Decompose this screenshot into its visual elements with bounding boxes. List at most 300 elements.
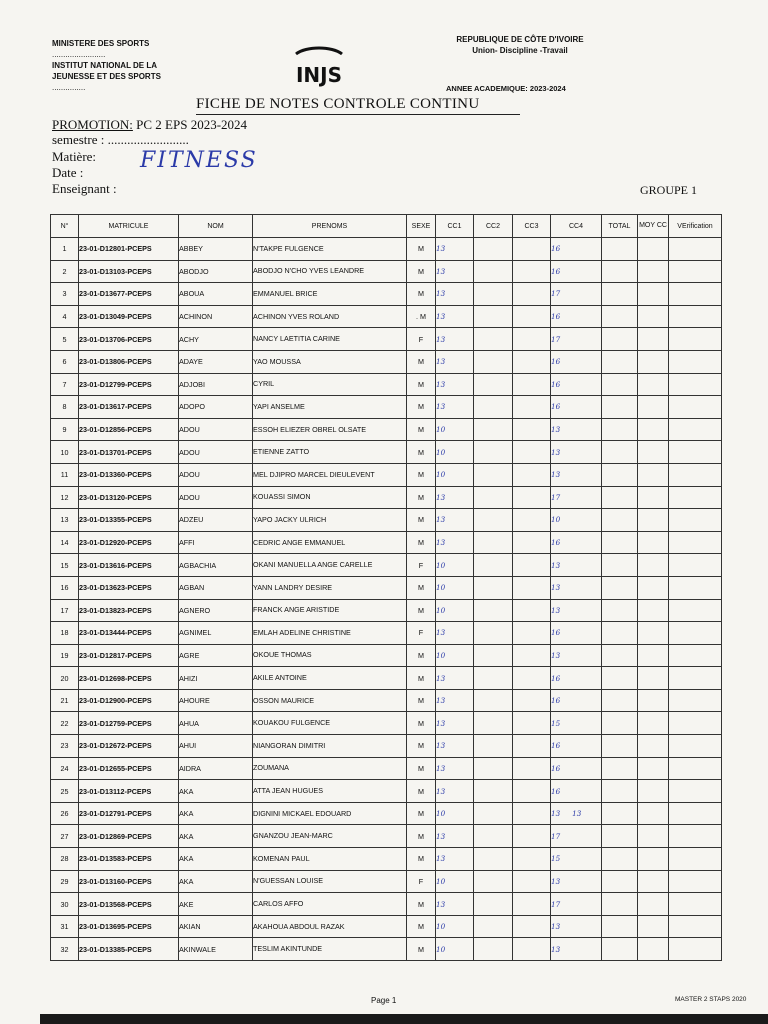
moy-cc-cell	[638, 260, 669, 283]
cc1-grade	[436, 441, 474, 464]
nom-cell-text: ADOU	[179, 470, 200, 480]
nom-cell	[179, 599, 253, 622]
nom-cell-text: AKA	[179, 876, 194, 886]
cc4-grade	[551, 757, 602, 780]
cc4-grade	[551, 418, 602, 441]
cc4-grade	[551, 825, 602, 848]
sexe-cell-text: F	[418, 560, 424, 570]
matricule-cell	[79, 260, 179, 283]
nom-cell-text: ACHINON	[179, 312, 213, 322]
sexe-cell	[407, 825, 436, 848]
matricule-cell	[79, 486, 179, 509]
cc4-grade	[551, 373, 602, 396]
prenoms-cell	[253, 802, 407, 825]
cc4-grade-text: 15	[551, 854, 561, 864]
sexe-cell-text: M	[418, 244, 424, 254]
cc1-grade-text: 10	[436, 809, 446, 819]
nom-cell-text: AKA	[179, 854, 194, 864]
ministry-dots: ........................	[52, 50, 106, 59]
row-number-text: 1	[62, 244, 67, 254]
sexe-cell-text: M	[418, 379, 424, 389]
nom-cell	[179, 350, 253, 373]
cc4-grade	[551, 350, 602, 373]
verification-cell	[669, 735, 722, 758]
cc2-cell	[474, 757, 513, 780]
table-row	[51, 938, 722, 961]
sexe-cell	[407, 644, 436, 667]
prenoms-cell	[253, 644, 407, 667]
matricule-cell	[79, 757, 179, 780]
cc4-grade	[551, 893, 602, 916]
row-number-text: 6	[62, 357, 67, 367]
matricule-cell-text: 23-01-D13120-PCEPS	[79, 492, 152, 502]
cc1-grade	[436, 893, 474, 916]
row-number-text: 13	[60, 515, 69, 525]
verification-cell	[669, 870, 722, 893]
cc3-cell	[513, 780, 551, 803]
cc1-grade	[436, 463, 474, 486]
prenoms-cell	[253, 463, 407, 486]
verification-cell	[669, 418, 722, 441]
matricule-cell-text: 23-01-D13695-PCEPS	[79, 922, 152, 932]
total-cell	[602, 802, 638, 825]
cc4-grade-text: 17	[551, 831, 561, 841]
total-cell	[602, 599, 638, 622]
nom-cell-text: ADOPO	[179, 402, 205, 412]
cc2-cell	[474, 305, 513, 328]
sexe-cell-text: M	[418, 605, 424, 615]
semestre-line: semestre : .........................	[52, 132, 189, 147]
cc1-grade-text: 10	[436, 605, 446, 615]
cc3-cell	[513, 667, 551, 690]
verification-cell	[669, 486, 722, 509]
nom-cell	[179, 735, 253, 758]
nom-cell-text: AKE	[179, 899, 194, 909]
sexe-cell-text: M	[418, 402, 424, 412]
academic-year: ANNEE ACADEMIQUE: 2023-2024	[446, 84, 566, 93]
prenoms-cell	[253, 780, 407, 803]
cc1-grade	[436, 915, 474, 938]
cc4-grade	[551, 599, 602, 622]
matricule-cell-text: 23-01-D13583-PCEPS	[79, 854, 152, 864]
nom-cell	[179, 893, 253, 916]
prenoms-cell	[253, 554, 407, 577]
republic-motto: Union- Discipline -Travail	[472, 46, 568, 55]
cc2-cell	[474, 802, 513, 825]
cc1-grade-text: 13	[436, 379, 446, 389]
cc4-grade	[551, 915, 602, 938]
prenoms-cell-text: KOMENAN PAUL	[253, 853, 310, 863]
sexe-cell-text: M	[418, 515, 424, 525]
prenoms-cell-text: NANCY LAETITIA CARINE	[253, 334, 340, 344]
matricule-cell-text: 23-01-D12869-PCEPS	[79, 831, 152, 841]
prenoms-cell-text: EMMANUEL BRICE	[253, 288, 318, 298]
cc4-grade-text: 16	[551, 357, 561, 367]
total-cell	[602, 870, 638, 893]
sexe-cell	[407, 870, 436, 893]
prenoms-cell	[253, 418, 407, 441]
row-number	[51, 938, 79, 961]
cc1-grade-text: 10	[436, 447, 446, 457]
row-number	[51, 735, 79, 758]
matricule-cell-text: 23-01-D12856-PCEPS	[79, 425, 152, 435]
sexe-cell	[407, 735, 436, 758]
sexe-cell-text: M	[418, 266, 424, 276]
nom-cell-text: AHIZI	[179, 673, 198, 683]
prenoms-cell-text: MEL DJIPRO MARCEL DIEULEVENT	[253, 469, 375, 479]
row-number-text: 4	[62, 312, 67, 322]
matricule-cell	[79, 576, 179, 599]
matricule-cell-text: 23-01-D13103-PCEPS	[79, 266, 152, 276]
row-number	[51, 599, 79, 622]
col-header: CC1	[436, 215, 474, 238]
row-number	[51, 283, 79, 306]
promotion-value: PC 2 EPS 2023-2024	[136, 117, 248, 132]
cc3-cell	[513, 802, 551, 825]
matricule-cell	[79, 283, 179, 306]
table-row	[51, 373, 722, 396]
nom-cell-text: ADZEU	[179, 515, 204, 525]
cc2-cell	[474, 825, 513, 848]
moy-cc-cell	[638, 350, 669, 373]
prenoms-cell-text: CARLOS AFFO	[253, 899, 304, 909]
cc1-grade	[436, 802, 474, 825]
matricule-cell	[79, 712, 179, 735]
table-header-row	[51, 215, 722, 238]
prenoms-cell-text: ATTA JEAN HUGUES	[253, 786, 324, 796]
row-number-text: 27	[60, 831, 69, 841]
prenoms-cell-text: ZOUMANA	[253, 763, 289, 773]
matricule-cell-text: 23-01-D13706-PCEPS	[79, 334, 152, 344]
sexe-cell-text: F	[418, 334, 424, 344]
prenoms-cell	[253, 893, 407, 916]
nom-cell	[179, 418, 253, 441]
total-cell	[602, 780, 638, 803]
row-number	[51, 667, 79, 690]
grades-table	[50, 214, 722, 961]
cc3-cell	[513, 463, 551, 486]
verification-cell	[669, 757, 722, 780]
verification-cell	[669, 915, 722, 938]
cc2-cell	[474, 328, 513, 351]
total-cell	[602, 893, 638, 916]
sexe-cell	[407, 893, 436, 916]
row-number-text: 28	[60, 854, 69, 864]
cc4-grade-text: 16	[551, 763, 561, 773]
matricule-cell-text: 23-01-D12900-PCEPS	[79, 696, 152, 706]
nom-cell	[179, 644, 253, 667]
sexe-cell	[407, 350, 436, 373]
cc1-grade-text: 13	[436, 244, 446, 254]
row-number-text: 12	[60, 492, 69, 502]
cc1-grade	[436, 667, 474, 690]
prenoms-cell	[253, 667, 407, 690]
verification-cell	[669, 238, 722, 261]
total-cell	[602, 418, 638, 441]
moy-cc-cell	[638, 305, 669, 328]
prenoms-cell	[253, 689, 407, 712]
sexe-cell-text: M	[418, 944, 424, 954]
table-row	[51, 509, 722, 532]
sexe-cell	[407, 938, 436, 961]
moy-cc-cell	[638, 938, 669, 961]
nom-cell-text: AGNERO	[179, 605, 211, 615]
cc4-grade-text: 13	[551, 447, 561, 457]
total-cell	[602, 373, 638, 396]
prenoms-cell	[253, 848, 407, 871]
row-number-text: 15	[60, 560, 69, 570]
matiere-value: FITNESS	[140, 148, 258, 173]
cc1-grade-text: 13	[436, 899, 446, 909]
matricule-cell	[79, 893, 179, 916]
cc4-grade	[551, 509, 602, 532]
matricule-cell-text: 23-01-D13444-PCEPS	[79, 628, 152, 638]
nom-cell-text: ABODJO	[179, 266, 209, 276]
institute-line1: INSTITUT NATIONAL DE LA	[52, 61, 158, 70]
matricule-cell	[79, 622, 179, 645]
cc1-grade-text: 10	[436, 876, 446, 886]
matricule-cell-text: 23-01-D13049-PCEPS	[79, 312, 152, 322]
row-number	[51, 463, 79, 486]
prenoms-cell	[253, 328, 407, 351]
sexe-cell	[407, 418, 436, 441]
matricule-cell	[79, 780, 179, 803]
sexe-cell	[407, 509, 436, 532]
cc2-cell	[474, 396, 513, 419]
nom-cell	[179, 576, 253, 599]
prenoms-cell	[253, 531, 407, 554]
verification-cell	[669, 622, 722, 645]
cc1-grade-text: 10	[436, 944, 446, 954]
cc2-cell	[474, 576, 513, 599]
matricule-cell	[79, 554, 179, 577]
prenoms-cell-text: YAO MOUSSA	[253, 356, 301, 366]
row-number-text: 18	[60, 628, 69, 638]
matricule-cell-text: 23-01-D13701-PCEPS	[79, 447, 152, 457]
row-number	[51, 644, 79, 667]
table-row	[51, 712, 722, 735]
sexe-cell-text: M	[418, 763, 424, 773]
row-number	[51, 396, 79, 419]
page-number: Page 1	[371, 996, 397, 1005]
moy-cc-cell	[638, 780, 669, 803]
cc1-grade-text: 10	[436, 922, 446, 932]
cc1-grade	[436, 260, 474, 283]
moy-cc-cell	[638, 802, 669, 825]
cc3-cell	[513, 418, 551, 441]
matricule-cell	[79, 531, 179, 554]
col-header: CC2	[474, 215, 513, 238]
cc4-grade	[551, 938, 602, 961]
cc3-cell	[513, 328, 551, 351]
sexe-cell-text: M	[418, 673, 424, 683]
cc2-cell	[474, 848, 513, 871]
cc2-cell	[474, 509, 513, 532]
matricule-cell-text: 23-01-D12920-PCEPS	[79, 538, 152, 548]
verification-cell	[669, 283, 722, 306]
row-number	[51, 757, 79, 780]
nom-cell-text: AKA	[179, 831, 194, 841]
nom-cell	[179, 441, 253, 464]
row-number-text: 22	[60, 718, 69, 728]
cc1-grade	[436, 689, 474, 712]
cc1-grade-text: 13	[436, 786, 446, 796]
republic-header	[420, 34, 620, 56]
table-row	[51, 780, 722, 803]
nom-cell-text: ABBEY	[179, 244, 203, 254]
verification-cell	[669, 780, 722, 803]
table-row	[51, 870, 722, 893]
prenoms-cell-text: ACHINON YVES ROLAND	[253, 311, 340, 321]
sexe-cell	[407, 396, 436, 419]
total-cell	[602, 848, 638, 871]
table-row	[51, 599, 722, 622]
cc2-cell	[474, 870, 513, 893]
moy-cc-cell	[638, 486, 669, 509]
matricule-cell-text: 23-01-D12672-PCEPS	[79, 741, 152, 751]
prenoms-cell	[253, 757, 407, 780]
nom-cell-text: ACHY	[179, 334, 199, 344]
row-number	[51, 350, 79, 373]
prenoms-cell-text: ETIENNE ZATTO	[253, 447, 310, 457]
table-row	[51, 644, 722, 667]
nom-cell	[179, 848, 253, 871]
matricule-cell-text: 23-01-D12791-PCEPS	[79, 809, 152, 819]
row-number	[51, 554, 79, 577]
cc1-grade	[436, 780, 474, 803]
cc4-grade-text: 16	[551, 741, 561, 751]
cc3-cell	[513, 305, 551, 328]
cc4-grade-text: 13	[551, 470, 561, 480]
nom-cell	[179, 622, 253, 645]
cc1-grade	[436, 757, 474, 780]
verification-cell	[669, 825, 722, 848]
verification-cell	[669, 576, 722, 599]
cc2-cell	[474, 531, 513, 554]
total-cell	[602, 441, 638, 464]
nom-cell	[179, 802, 253, 825]
total-cell	[602, 938, 638, 961]
cc1-grade-text: 10	[436, 470, 446, 480]
moy-cc-cell	[638, 373, 669, 396]
table-row	[51, 328, 722, 351]
prenoms-cell-text: YAPI ANSELME	[253, 401, 305, 411]
row-number	[51, 328, 79, 351]
nom-cell	[179, 915, 253, 938]
row-number	[51, 238, 79, 261]
total-cell	[602, 825, 638, 848]
matricule-cell	[79, 644, 179, 667]
sexe-cell	[407, 463, 436, 486]
nom-cell-text: AKINWALE	[179, 944, 216, 954]
cc3-cell	[513, 509, 551, 532]
prenoms-cell-text: AKILE ANTOINE	[253, 673, 307, 683]
cc3-cell	[513, 350, 551, 373]
prenoms-cell	[253, 599, 407, 622]
nom-cell	[179, 825, 253, 848]
nom-cell	[179, 328, 253, 351]
prenoms-cell	[253, 350, 407, 373]
total-cell	[602, 328, 638, 351]
moy-cc-cell	[638, 441, 669, 464]
sexe-cell	[407, 554, 436, 577]
cc4-grade	[551, 689, 602, 712]
total-cell	[602, 644, 638, 667]
total-cell	[602, 622, 638, 645]
cc1-grade-text: 10	[436, 650, 446, 660]
cc1-grade	[436, 870, 474, 893]
moy-cc-cell	[638, 689, 669, 712]
nom-cell-text: AKA	[179, 786, 194, 796]
row-number-text: 24	[60, 763, 69, 773]
row-number	[51, 418, 79, 441]
cc2-cell	[474, 893, 513, 916]
cc3-cell	[513, 825, 551, 848]
prenoms-cell-text: NIANGORAN DIMITRI	[253, 740, 326, 750]
nom-cell-text: AKIAN	[179, 922, 201, 932]
cc1-grade-text: 13	[436, 628, 446, 638]
promotion-label: PROMOTION:	[52, 117, 133, 132]
table-row	[51, 305, 722, 328]
cc4-grade-text: 17	[551, 492, 561, 502]
row-number	[51, 441, 79, 464]
cc4-grade	[551, 441, 602, 464]
sexe-cell	[407, 486, 436, 509]
nom-cell-text: AGBACHIA	[179, 560, 217, 570]
verification-cell	[669, 373, 722, 396]
prenoms-cell-text: TESLIM AKINTUNDE	[253, 944, 323, 954]
scan-edge	[40, 1014, 768, 1024]
sexe-cell	[407, 712, 436, 735]
cc2-cell	[474, 644, 513, 667]
title-underline	[196, 114, 520, 115]
sexe-cell	[407, 373, 436, 396]
col-header: NOM	[179, 215, 253, 238]
table-row	[51, 576, 722, 599]
cc1-grade	[436, 305, 474, 328]
sexe-cell-text: M	[418, 831, 424, 841]
prenoms-cell-text: DIGNINI MICKAEL EDOUARD	[253, 808, 352, 818]
cc3-cell	[513, 938, 551, 961]
row-number	[51, 825, 79, 848]
matricule-cell-text: 23-01-D12801-PCEPS	[79, 244, 152, 254]
cc1-grade	[436, 238, 474, 261]
nom-cell	[179, 283, 253, 306]
cc1-grade-text: 13	[436, 673, 446, 683]
sexe-cell-text: F	[418, 628, 424, 638]
matricule-cell-text: 23-01-D13360-PCEPS	[79, 470, 152, 480]
prenoms-cell	[253, 441, 407, 464]
sexe-cell	[407, 531, 436, 554]
sexe-cell	[407, 238, 436, 261]
row-number-text: 5	[62, 334, 67, 344]
total-cell	[602, 757, 638, 780]
cc4-grade-text: 16	[551, 673, 561, 683]
cc4-grade-text: 15	[551, 718, 561, 728]
cc2-cell	[474, 283, 513, 306]
institute-line2: JEUNESSE ET DES SPORTS	[52, 72, 161, 81]
cc3-cell	[513, 870, 551, 893]
matricule-cell	[79, 599, 179, 622]
cc2-cell	[474, 622, 513, 645]
table-row	[51, 283, 722, 306]
sexe-cell	[407, 915, 436, 938]
row-number	[51, 893, 79, 916]
cc1-grade-text: 13	[436, 289, 446, 299]
matricule-cell	[79, 667, 179, 690]
nom-cell-text: ADOU	[179, 492, 200, 502]
cc1-grade	[436, 644, 474, 667]
